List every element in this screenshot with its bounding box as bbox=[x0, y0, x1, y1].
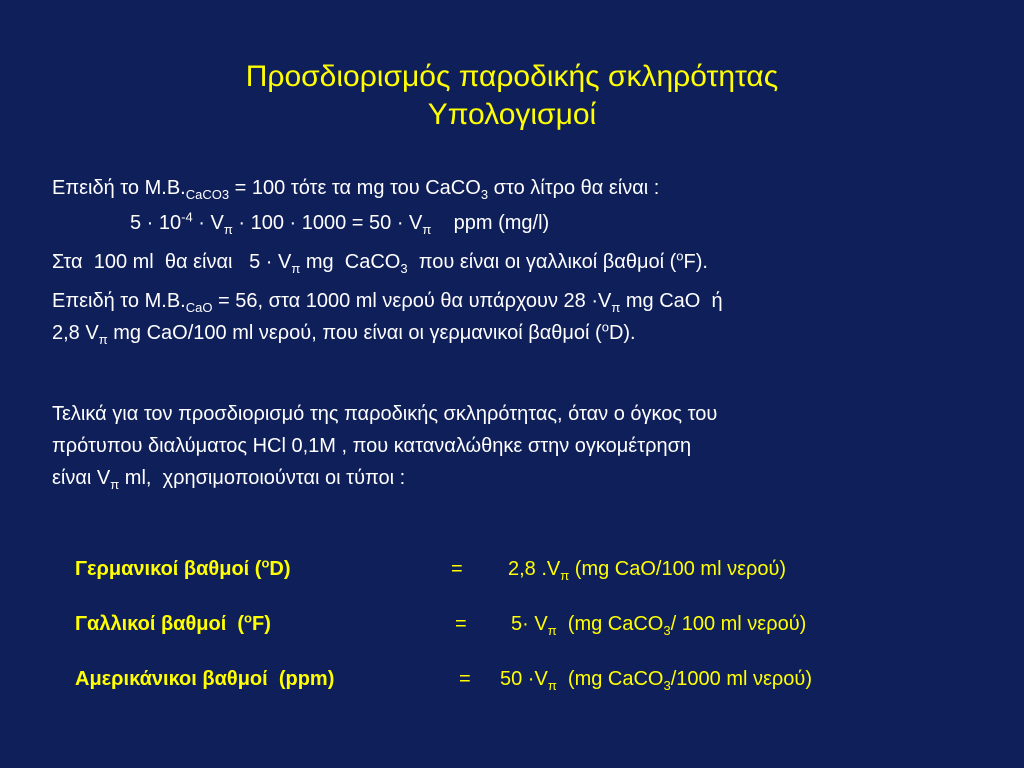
formula-american-degrees bbox=[75, 665, 812, 693]
formula-american-value: $50 \cdot V_\pi$ (mg CaCO$_3$/1000 ml νερού) bbox=[500, 668, 812, 693]
paragraph-final-formulas-intro bbox=[52, 398, 1012, 494]
formula-german-label: Γερμανικοί βαθμοί ($^o$D) bbox=[75, 555, 291, 580]
formula-german-degrees bbox=[75, 555, 787, 583]
paragraph-final-line-2: πρότυπου διαλύματος HCl 0,1M , που καταναλώθηκε στην ογκομέτρηση bbox=[52, 435, 692, 457]
paragraph-final-line-1: Τελικά για τον προσδιορισμό της παροδικής σκληρότητας, όταν ο όγκος του bbox=[52, 403, 718, 425]
formula-french-degrees bbox=[75, 610, 807, 638]
paragraph-final-line-3: είναι $V_\pi$ ml, χρησιμοποιούνται οι τύποι : bbox=[52, 467, 406, 492]
formula-french-value: $5\cdot V_\pi$ (mg CaCO$_3$/ 100 ml νερού) bbox=[511, 613, 807, 638]
paragraph-german-degrees bbox=[52, 287, 1012, 347]
paragraph-molecular-weight-caco3: Επειδή το $M.B._{CaCO3} = 100$ τότε τα mg του CaCO$_3$ στο λίτρο θα είναι : bbox=[52, 177, 660, 202]
formula-german-value: 2,8 $.V_\pi$ (mg CaO/100 ml νερού) bbox=[508, 558, 787, 583]
formula-american-label: Αμερικάνικοι βαθμοί (ppm) bbox=[75, 668, 335, 690]
slide-title bbox=[0, 58, 1024, 134]
formula-german-equals: = bbox=[451, 558, 463, 580]
formula-french-equals: = bbox=[455, 613, 467, 635]
title-line-2: Υπολογισμοί bbox=[427, 98, 597, 131]
paragraph-french-degrees: Στα 100 ml θα είναι $5 \cdot V_\pi$ mg CaCO$_3$ που είναι οι γαλλικοί βαθμοί ($^o$F). bbox=[52, 248, 708, 276]
formula-american-equals: = bbox=[459, 668, 471, 690]
paragraph-german-line-2: 2,8 $V_\pi$ mg CaO/100 ml νερού, που είναι οι γερμανικοί βαθμοί ($^o$D). bbox=[52, 319, 636, 347]
title-line-1: Προσδιορισμός παροδικής σκληρότητας bbox=[245, 60, 779, 93]
equation-ppm: $5 \cdot 10^{-4} \cdot V_\pi \cdot 100 \cdot 1000 = 50 \cdot V_\pi$ ppm (mg/l) bbox=[130, 209, 550, 237]
formula-french-label: Γαλλικοί βαθμοί ($^o$F) bbox=[75, 610, 271, 635]
paragraph-german-line-1: Επειδή το $M.B._{CaO} = 56$, στα 1000 ml νερού θα υπάρχουν $28 \cdot V_\pi$ mg CaO ή bbox=[52, 290, 723, 315]
